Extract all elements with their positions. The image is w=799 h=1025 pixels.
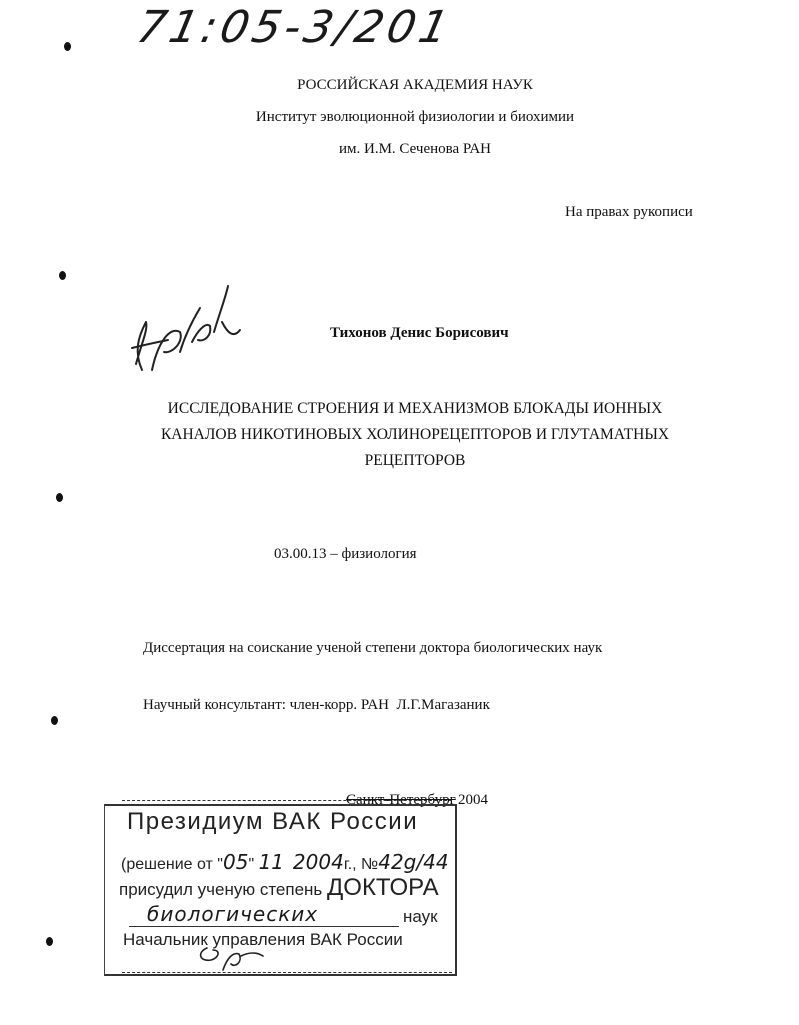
punch-hole-mark xyxy=(46,937,53,946)
title-line: РЕЦЕПТОРОВ xyxy=(364,452,466,469)
author-signature xyxy=(128,282,246,382)
year: 2004 xyxy=(458,792,488,808)
punch-hole-mark xyxy=(64,42,71,51)
stamp-signature xyxy=(193,942,273,974)
manuscript-note: На правах рукописи xyxy=(565,204,693,220)
punch-hole-mark xyxy=(51,716,58,725)
specialty: 03.00.13 – физиология xyxy=(274,546,417,562)
punch-hole-mark xyxy=(56,493,63,502)
stamp-top-rule xyxy=(122,800,452,801)
stamp-title: Президиум ВАК России xyxy=(127,808,419,835)
shelfmark-handwritten: 71:05-3/201 xyxy=(132,2,457,53)
vak-stamp xyxy=(104,804,457,976)
scientific-consultant: Научный консультант: член-корр. РАН Л.Г.Магазаник xyxy=(143,697,490,713)
stamp-decision-line: (решение от "05" 11 2004г., №42g/44 xyxy=(121,850,449,874)
stamp-awarded-line: присудил ученую степень ДОКТОРА xyxy=(119,874,439,901)
title-line: КАНАЛОВ НИКОТИНОВЫХ ХОЛИНОРЕЦЕПТОРОВ И ГЛУТАМАТНЫХ xyxy=(160,426,670,443)
stamp-bottom-rule xyxy=(122,972,452,973)
stamp-head-line: Начальник управления ВАК России xyxy=(123,930,403,949)
punch-hole-mark xyxy=(59,271,66,280)
stamp-field-handwritten: биологических xyxy=(147,902,319,926)
dissertation-title xyxy=(160,396,670,474)
place: Санкт-Петербург xyxy=(346,792,456,808)
named-after-line: им. И.М. Сеченова РАН xyxy=(338,141,492,157)
title-line: ИССЛЕДОВАНИЕ СТРОЕНИЯ И МЕХАНИЗМОВ БЛОКАДЫ ИОННЫХ xyxy=(167,400,663,417)
dissertation-type: Диссертация на соискание ученой степени доктора биологических наук xyxy=(143,640,603,656)
institute-line: Институт эволюционной физиологии и биохимии xyxy=(255,109,575,125)
stamp-field-underline xyxy=(129,926,399,927)
academy-heading: РОССИЙСКАЯ АКАДЕМИЯ НАУК xyxy=(297,77,533,93)
stamp-field-suffix: наук xyxy=(403,907,438,926)
author-name: Тихонов Денис Борисович xyxy=(330,325,509,341)
